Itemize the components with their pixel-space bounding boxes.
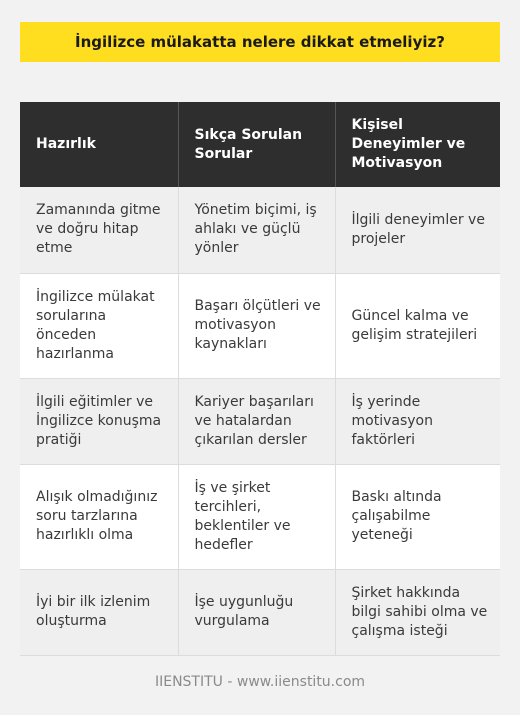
table-row xyxy=(20,378,500,464)
column-header-experience-motivation: Kişisel Deneyimler ve Motivasyon xyxy=(335,102,500,187)
table-row xyxy=(20,273,500,378)
comparison-table xyxy=(20,102,500,656)
column-header-preparation: Hazırlık xyxy=(20,102,178,187)
table-cell: Güncel kalma ve gelişim stratejileri xyxy=(335,273,500,378)
column-header-frequent-questions: Sıkça Sorulan Sorular xyxy=(178,102,335,187)
footer-credit: IIENSTITU - www.iienstitu.com xyxy=(154,674,366,690)
table-cell: Başarı ölçütleri ve motivasyon kaynakları xyxy=(178,273,335,378)
table-row xyxy=(20,187,500,273)
table-header-row xyxy=(20,102,500,187)
table-row xyxy=(20,464,500,569)
table-cell: İlgili eğitimler ve İngilizce konuşma pratiği xyxy=(20,378,178,464)
table-cell: Kariyer başarıları ve hatalardan çıkarılan dersler xyxy=(178,378,335,464)
table-cell: Yönetim biçimi, iş ahlakı ve güçlü yönler xyxy=(178,187,335,273)
page-title: İngilizce mülakatta nelere dikkat etmeliyiz? xyxy=(20,22,500,62)
table-cell: İş yerinde motivasyon faktörleri xyxy=(335,378,500,464)
table-cell: İş ve şirket tercihleri, beklentiler ve hedefler xyxy=(178,464,335,569)
table-cell: Şirket hakkında bilgi sahibi olma ve çalışma isteği xyxy=(335,569,500,655)
table-cell: İşe uygunluğu vurgulama xyxy=(178,569,335,655)
table-cell: İlgili deneyimler ve projeler xyxy=(335,187,500,273)
table-cell: İngilizce mülakat sorularına önceden hazırlanma xyxy=(20,273,178,378)
table-cell: Baskı altında çalışabilme yeteneği xyxy=(335,464,500,569)
table-cell: İyi bir ilk izlenim oluşturma xyxy=(20,569,178,655)
table-cell: Zamanında gitme ve doğru hitap etme xyxy=(20,187,178,273)
table-cell: Alışık olmadığınız soru tarzlarına hazırlıklı olma xyxy=(20,464,178,569)
table-row xyxy=(20,569,500,655)
